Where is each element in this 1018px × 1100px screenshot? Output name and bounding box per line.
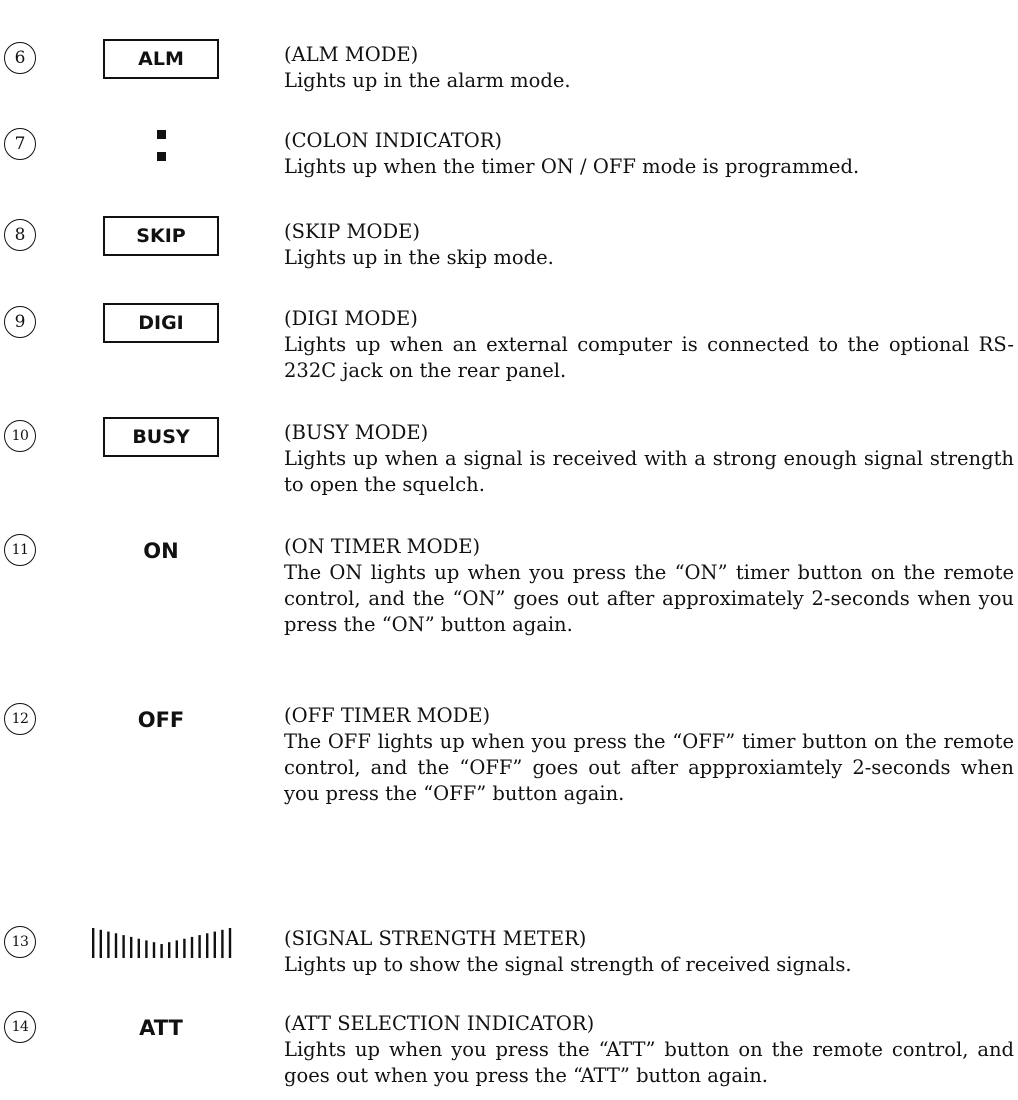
entry-description [284, 128, 1014, 180]
indicator-digi [102, 303, 220, 343]
entry-text: Lights up when you press the “ATT” button on the remote control, and goes out when you press the “ATT” button again. [284, 1038, 1014, 1087]
entry-description [284, 703, 1014, 807]
meter-bar [214, 932, 216, 958]
entry-description [284, 42, 1014, 94]
entry-heading: (OFF TIMER MODE) [284, 704, 491, 727]
entry-text: Lights up when the timer ON / OFF mode is programmed. [284, 155, 860, 178]
entry-heading: (SIGNAL STRENGTH METER) [284, 927, 587, 950]
item-number-badge: 12 [4, 703, 36, 735]
item-number-badge: 8 [4, 219, 36, 251]
meter-bar [229, 928, 231, 958]
entry-heading: (SKIP MODE) [284, 220, 420, 243]
meter-bar [168, 942, 170, 958]
meter-bar [160, 944, 162, 958]
on-indicator-label: ON [143, 539, 179, 563]
entry-heading: (COLON INDICATOR) [284, 129, 503, 152]
entry-description [284, 420, 1014, 498]
busy-indicator-label: BUSY [103, 417, 219, 457]
indicator-skip [102, 216, 220, 256]
indicator-colon [102, 125, 220, 165]
entry-text: Lights up in the skip mode. [284, 246, 554, 269]
item-number-badge: 13 [4, 926, 36, 958]
signal-strength-meter-icon [86, 926, 236, 960]
entry-text: The ON lights up when you press the “ON” timer button on the remote control, and the “ON” goes out after approximately 2-seconds when you press the “ON” button again. [284, 561, 1014, 636]
item-number-badge: 6 [4, 42, 36, 74]
entry-description [284, 306, 1014, 384]
indicator-att [102, 1008, 220, 1048]
item-number-badge: 14 [4, 1011, 36, 1043]
colon-indicator-icon [157, 130, 166, 161]
indicator-signal-meter [86, 923, 236, 963]
indicator-off [102, 700, 220, 740]
entry-heading: (ON TIMER MODE) [284, 535, 481, 558]
meter-bar [153, 942, 155, 958]
meter-bar [92, 928, 94, 958]
off-indicator-label: OFF [137, 708, 185, 732]
meter-bar [115, 933, 117, 958]
entry-description [284, 1011, 1014, 1089]
entry-text: Lights up in the alarm mode. [284, 69, 571, 92]
meter-bar [145, 940, 147, 958]
item-number-badge: 9 [4, 306, 36, 338]
indicator-busy [102, 417, 220, 457]
meter-bar [206, 933, 208, 958]
entry-heading: (ATT SELECTION INDICATOR) [284, 1012, 595, 1035]
item-number-badge: 10 [4, 420, 36, 452]
meter-bar [176, 940, 178, 958]
att-indicator-label: ATT [139, 1016, 183, 1040]
entry-text: Lights up when a signal is received with a strong enough signal strength to open the squelch. [284, 447, 1014, 496]
meter-bar [198, 935, 200, 958]
indicator-alm [102, 39, 220, 79]
entry-heading: (BUSY MODE) [284, 421, 429, 444]
item-number-badge: 11 [4, 534, 36, 566]
entry-text: Lights up to show the signal strength of received signals. [284, 953, 852, 976]
meter-bar [138, 939, 140, 958]
entry-description [284, 219, 1014, 271]
meter-bar [191, 937, 193, 958]
entry-text: The OFF lights up when you press the “OFF” timer button on the remote control, and the “OFF” goes out after appproxiamtely 2-seconds when you press the “OFF” button again. [284, 730, 1014, 805]
entry-text: Lights up when an external computer is connected to the optional RS-232C jack on the rear panel. [284, 333, 1014, 382]
digi-indicator-label: DIGI [103, 303, 219, 343]
skip-indicator-label: SKIP [103, 216, 219, 256]
meter-bar [221, 930, 223, 958]
item-number-badge: 7 [4, 128, 36, 160]
entry-description [284, 534, 1014, 638]
meter-bar [130, 937, 132, 958]
meter-bar [100, 930, 102, 958]
entry-heading: (DIGI MODE) [284, 307, 418, 330]
alm-indicator-label: ALM [103, 39, 219, 79]
meter-bar [183, 939, 185, 958]
meter-bar [107, 932, 109, 958]
entry-description [284, 926, 1014, 978]
meter-bar [122, 935, 124, 958]
entry-heading: (ALM MODE) [284, 43, 419, 66]
indicator-on [102, 531, 220, 571]
